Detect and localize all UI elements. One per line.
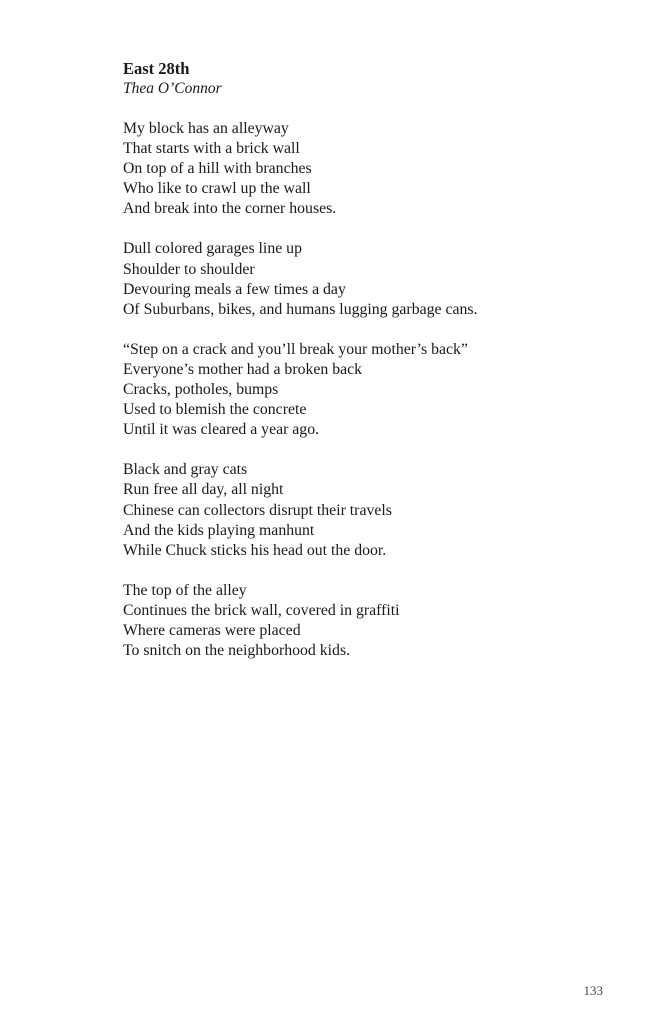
poem-line: Chinese can collectors disrupt their travels <box>123 501 392 519</box>
stanza-2 <box>123 239 623 319</box>
poem-line: While Chuck sticks his head out the door. <box>123 541 387 559</box>
poem-line: Who like to crawl up the wall <box>123 180 311 198</box>
poem-line: Where cameras were placed <box>123 621 301 639</box>
poem-line: Continues the brick wall, covered in graffiti <box>123 601 400 619</box>
page-number: 133 <box>583 983 603 998</box>
poem-line: Everyone’s mother had a broken back <box>123 360 363 378</box>
poem-title: East 28th <box>123 59 190 78</box>
poem-line: Cracks, potholes, bumps <box>123 381 279 399</box>
stanza-3 <box>123 340 623 440</box>
stanza-5 <box>123 581 623 661</box>
poem-author: Thea O’Connor <box>123 80 222 97</box>
poem-line: The top of the alley <box>123 581 247 599</box>
poem-line: Used to blemish the concrete <box>123 401 307 419</box>
poem-line: Devouring meals a few times a day <box>123 280 346 298</box>
poem-line: And break into the corner houses. <box>123 200 337 218</box>
poem-line: And the kids playing manhunt <box>123 521 315 539</box>
poem-line: My block has an alleyway <box>123 120 289 137</box>
poem-line: Run free all day, all night <box>123 481 284 499</box>
poem-line: To snitch on the neighborhood kids. <box>123 642 351 660</box>
poem-line: On top of a hill with branches <box>123 160 312 178</box>
poem-line: Of Suburbans, bikes, and humans lugging garbage cans. <box>123 300 478 318</box>
poem-line: That starts with a brick wall <box>123 140 300 158</box>
poem-line: Shoulder to shoulder <box>123 260 255 278</box>
stanza-1 <box>123 119 623 219</box>
poem <box>123 59 623 681</box>
poem-line: Black and gray cats <box>123 461 248 479</box>
stanza-4 <box>123 460 623 560</box>
poem-line: Until it was cleared a year ago. <box>123 421 320 439</box>
poem-line: Dull colored garages line up <box>123 240 302 258</box>
poem-line: “Step on a crack and you’ll break your mother’s back” <box>123 340 468 358</box>
